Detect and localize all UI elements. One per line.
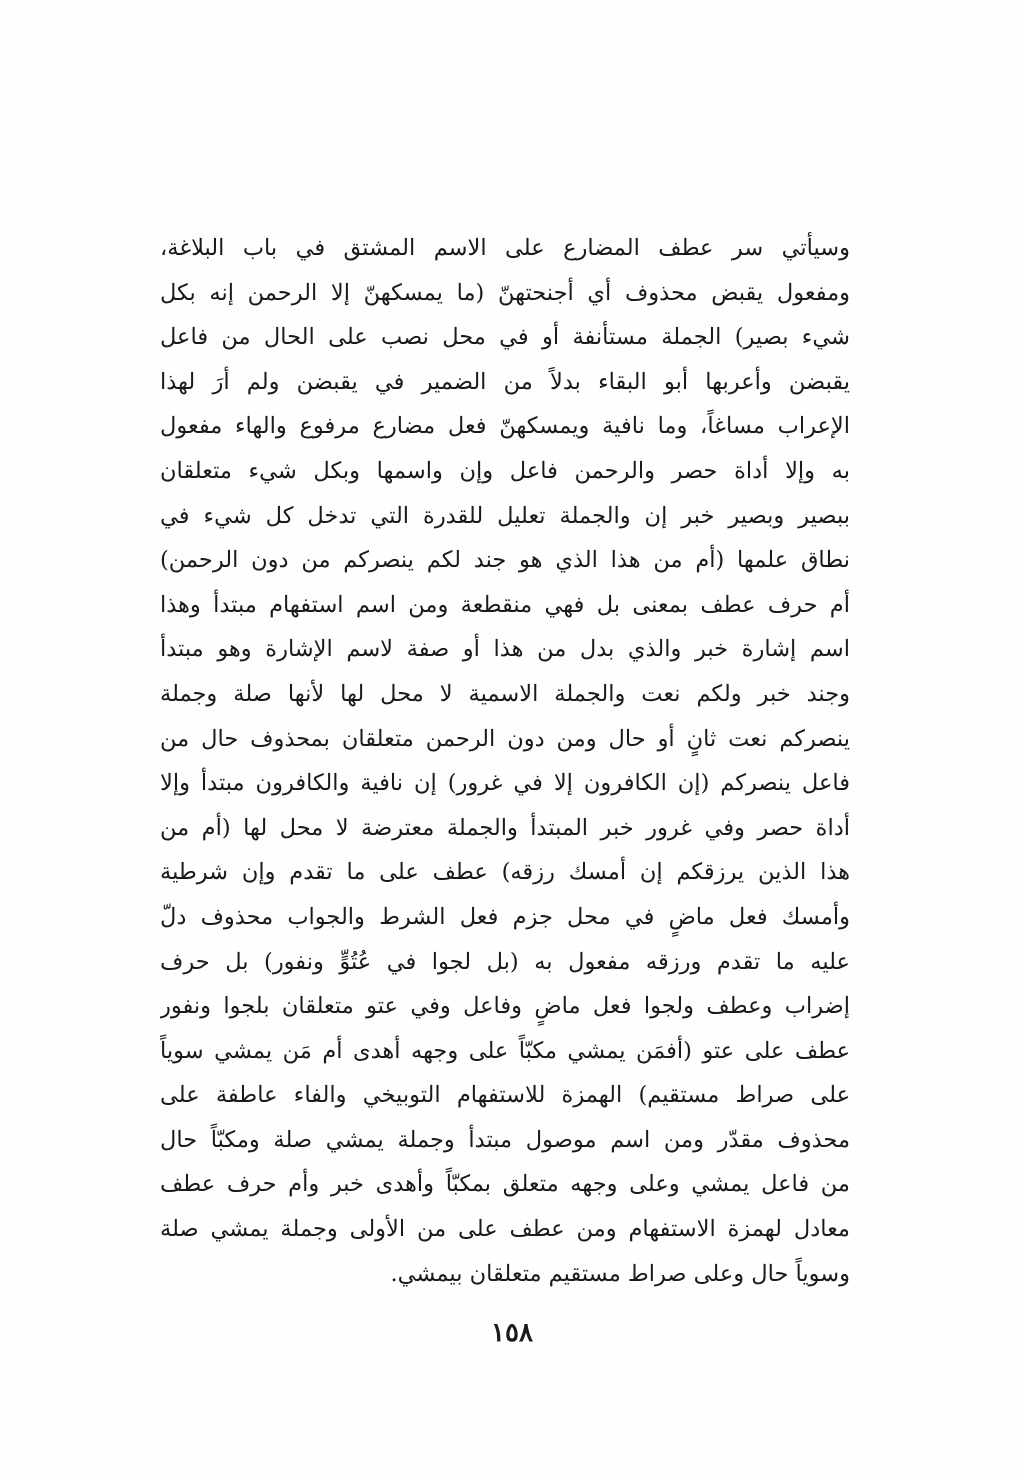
text-line: اسم إشارة خبر والذي بدل من هذا أو صفة لاسم الإشارة وهو مبتدأ xyxy=(160,636,850,663)
text-line: ومفعول يقبض محذوف أي أجنحتهنّ (ما يمسكهنّ إلا الرحمن إنه بكل xyxy=(160,279,850,306)
text-line: إضراب وعطف ولجوا فعل ماضٍ وفاعل وفي عتو متعلقان بلجوا ونفور xyxy=(160,993,850,1020)
text-line: نطاق علمها (أم من هذا الذي هو جند لكم ينصركم من دون الرحمن) xyxy=(160,547,850,574)
text-line: وجند خبر ولكم نعت والجملة الاسمية لا محل لها لأنها صلة وجملة xyxy=(160,680,850,707)
text-line: هذا الذين يرزقكم إن أمسك رزقه) عطف على ما تقدم وإن شرطية xyxy=(160,859,850,886)
text-line: عليه ما تقدم ورزقه مفعول به (بل لجوا في عُتُوٍّ ونفور) بل حرف xyxy=(160,948,850,975)
body-text xyxy=(160,226,850,1296)
text-line: وسيأتي سر عطف المضارع على الاسم المشتق في باب البلاغة، xyxy=(160,235,850,261)
text-line: على صراط مستقيم) الهمزة للاستفهام التوبيخي والفاء عاطفة على xyxy=(160,1082,850,1109)
text-line: عطف على عتو (أفمَن يمشي مكبّاً على وجهه أهدى أم مَن يمشي سوياً xyxy=(160,1037,850,1064)
text-line: ببصير وبصير خبر إن والجملة تعليل للقدرة التي تدخل كل شيء في xyxy=(160,502,850,529)
text-line: وسوياً حال وعلى صراط مستقيم متعلقان بيمشي. xyxy=(390,1260,850,1287)
text-line: محذوف مقدّر ومن اسم موصول مبتدأ وجملة يمشي صلة ومكبّاً حال xyxy=(160,1126,850,1153)
text-line: أداة حصر وفي غرور خبر المبتدأ والجملة معترضة لا محل لها (أم من xyxy=(160,814,850,841)
text-line: وأمسك فعل ماضٍ في محل جزم فعل الشرط والجواب محذوف دلّ xyxy=(160,903,850,930)
text-line: أم حرف عطف بمعنى بل فهي منقطعة ومن اسم استفهام مبتدأ وهذا xyxy=(160,591,850,618)
text-line: به وإلا أداة حصر والرحمن فاعل وإن واسمها وبكل شيء متعلقان xyxy=(160,457,850,484)
text-line: فاعل ينصركم (إن الكافرون إلا في غرور) إن نافية والكافرون مبتدأ وإلا xyxy=(160,770,850,797)
text-line: ينصركم نعت ثانٍ أو حال ومن دون الرحمن متعلقان بمحذوف حال من xyxy=(160,725,850,752)
text-line: يقبضن وأعربها أبو البقاء بدلاً من الضمير في يقبضن ولم أرَ لهذا xyxy=(160,368,850,395)
text-line: معادل لهمزة الاستفهام ومن عطف على من الأولى وجملة يمشي صلة xyxy=(160,1216,850,1243)
text-line: شيء بصير) الجملة مستأنفة أو في محل نصب على الحال من فاعل xyxy=(160,324,850,351)
page-number: ١٥٨ xyxy=(491,1318,533,1348)
text-line: الإعراب مساغاً، وما نافية ويمسكهنّ فعل مضارع مرفوع والهاء مفعول xyxy=(160,413,850,440)
text-line: من فاعل يمشي وعلى وجهه متعلق بمكبّاً وأهدى خبر وأم حرف عطف xyxy=(160,1171,850,1198)
